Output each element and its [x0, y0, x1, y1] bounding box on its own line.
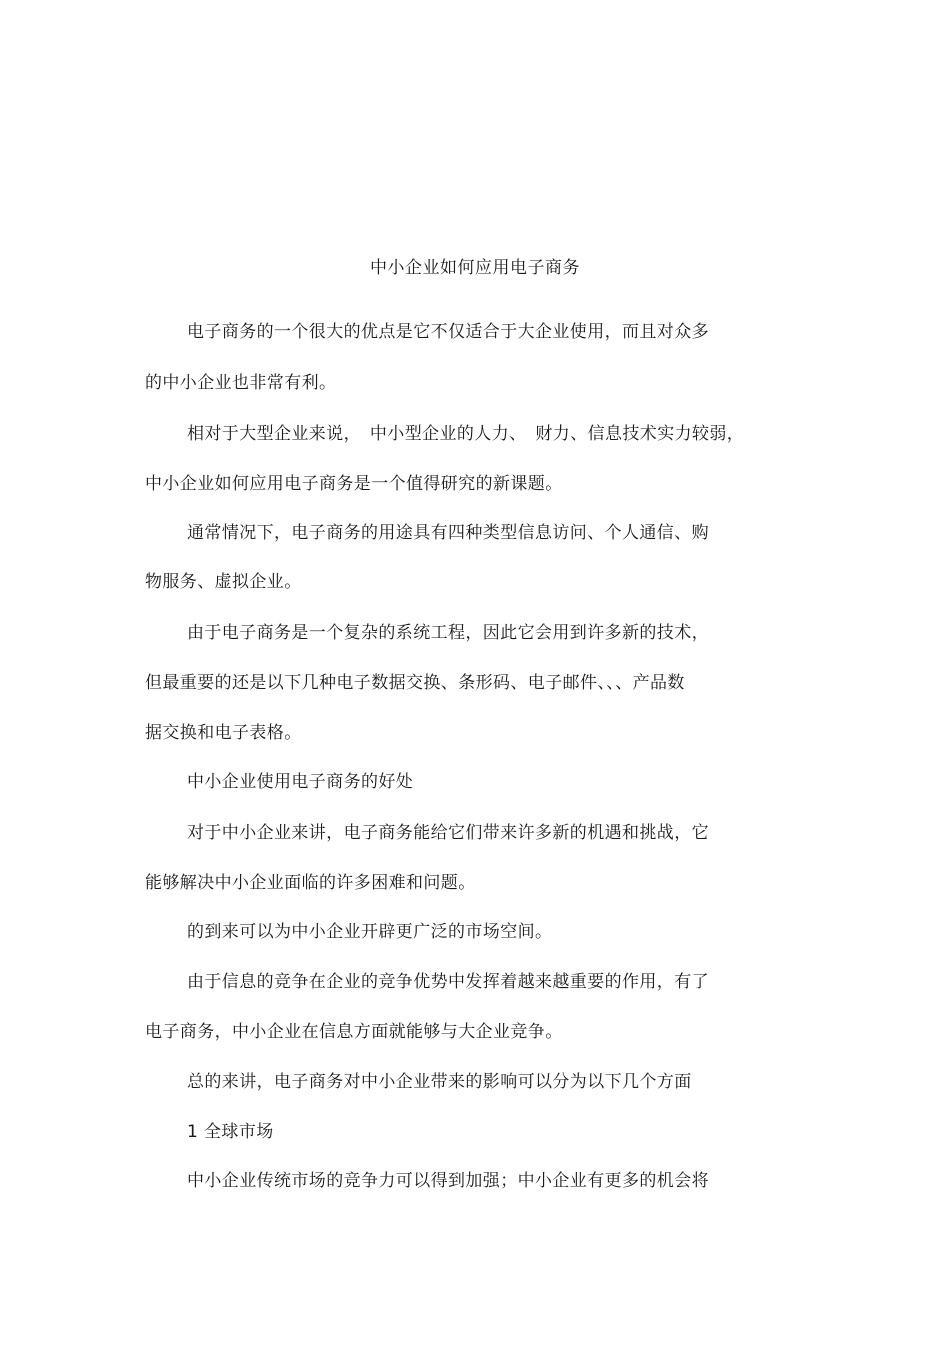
paragraph-line: 但最重要的还是以下几种电子数据交换、条形码、电子邮件、、、产品数 — [145, 673, 685, 693]
paragraph-line: 的中小企业也非常有利。 — [145, 373, 337, 393]
paragraph-line: 总的来讲，电子商务对中小企业带来的影响可以分为以下几个方面 — [187, 1072, 692, 1092]
paragraph-line: 由于电子商务是一个复杂的系统工程，因此它会用到许多新的技术， — [187, 623, 709, 643]
paragraph-line: 由于信息的竞争在企业的竞争优势中发挥着越来越重要的作用，有了 — [187, 972, 709, 992]
paragraph-line: 据交换和电子表格。 — [145, 723, 302, 743]
paragraph-line: 能够解决中小企业面临的许多困难和问题。 — [145, 873, 476, 893]
paragraph-line: 对于中小企业来讲，电子商务能给它们带来许多新的机遇和挑战，它 — [187, 823, 709, 843]
section-heading: 1 全球市场 — [187, 1122, 274, 1142]
paragraph-line: 物服务、虚拟企业。 — [145, 572, 302, 592]
section-heading: 中小企业使用电子商务的好处 — [187, 772, 414, 792]
paragraph-line: 的到来可以为中小企业开辟更广泛的市场空间。 — [187, 922, 553, 942]
paragraph-line: 电子商务，中小企业在信息方面就能够与大企业竞争。 — [145, 1022, 563, 1042]
paragraph-line: 电子商务的一个很大的优点是它不仅适合于大企业使用，而且对众多 — [187, 322, 709, 342]
paragraph-line: 通常情况下，电子商务的用途具有四种类型信息访问、个人通信、购 — [187, 523, 709, 543]
document-title: 中小企业如何应用电子商务 — [370, 258, 580, 278]
paragraph-line: 中小企业传统市场的竞争力可以得到加强；中小企业有更多的机会将 — [187, 1171, 709, 1191]
paragraph-line: 中小企业如何应用电子商务是一个值得研究的新课题。 — [145, 474, 563, 494]
paragraph-line: 相对于大型企业来说， 中小型企业的人力、 财力、信息技术实力较弱， — [187, 424, 745, 444]
